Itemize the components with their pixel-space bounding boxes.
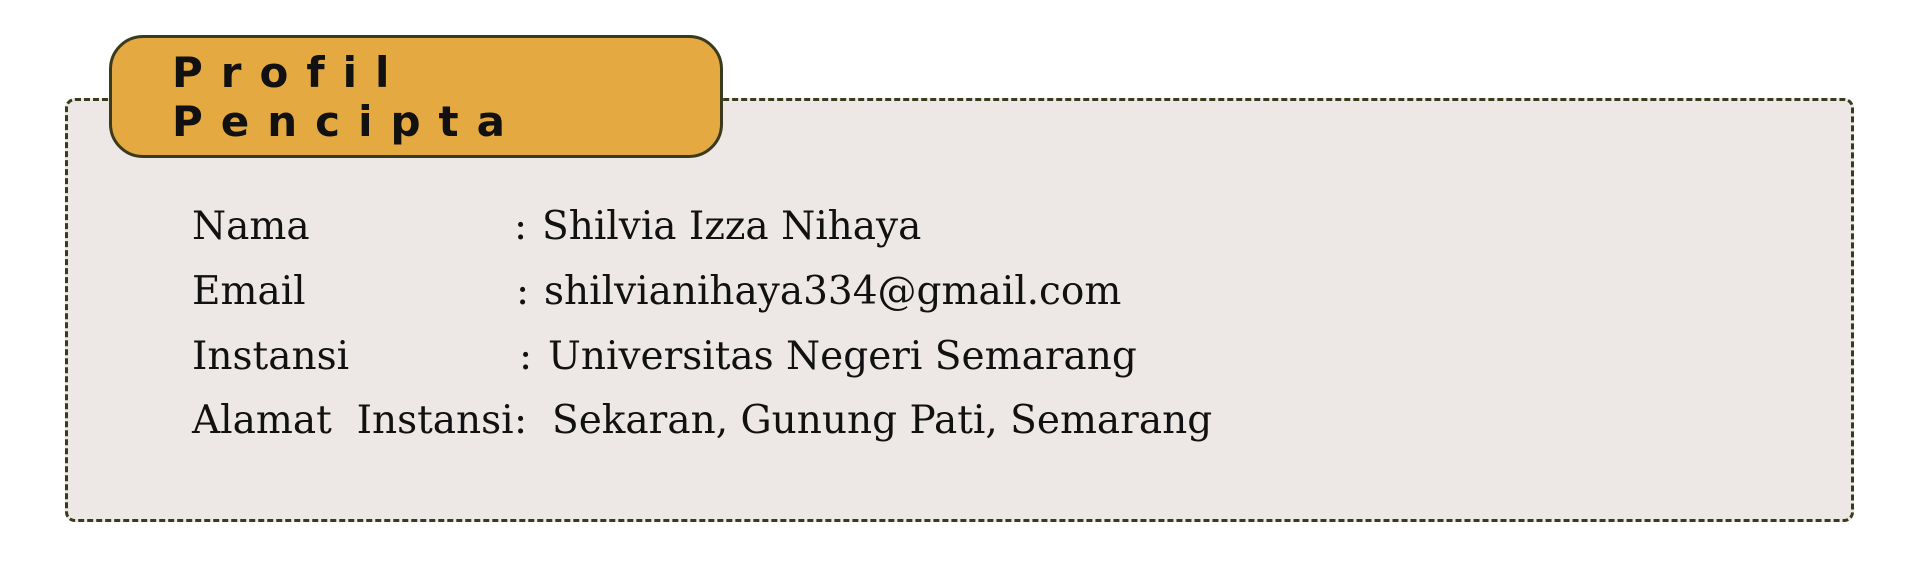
name-label: Nama: [192, 204, 310, 249]
institution-label: Instansi: [192, 334, 350, 379]
email-label: Email: [192, 269, 306, 314]
institution-value: Universitas Negeri Semarang: [548, 334, 1137, 379]
email-separator: :: [516, 269, 530, 314]
institution-address-label: Alamat Instansi: [192, 398, 514, 443]
name-value: Shilvia Izza Nihaya: [542, 204, 922, 249]
name-separator: :: [514, 204, 528, 249]
institution-address-value: Sekaran, Gunung Pati, Semarang: [552, 398, 1213, 443]
institution-separator: :: [519, 334, 533, 379]
email-value: shilvianihaya334@gmail.com: [544, 269, 1122, 314]
institution-address-separator: :: [514, 398, 528, 443]
section-title-tab: [109, 35, 723, 158]
section-title: Profil Pencipta: [172, 47, 523, 146]
